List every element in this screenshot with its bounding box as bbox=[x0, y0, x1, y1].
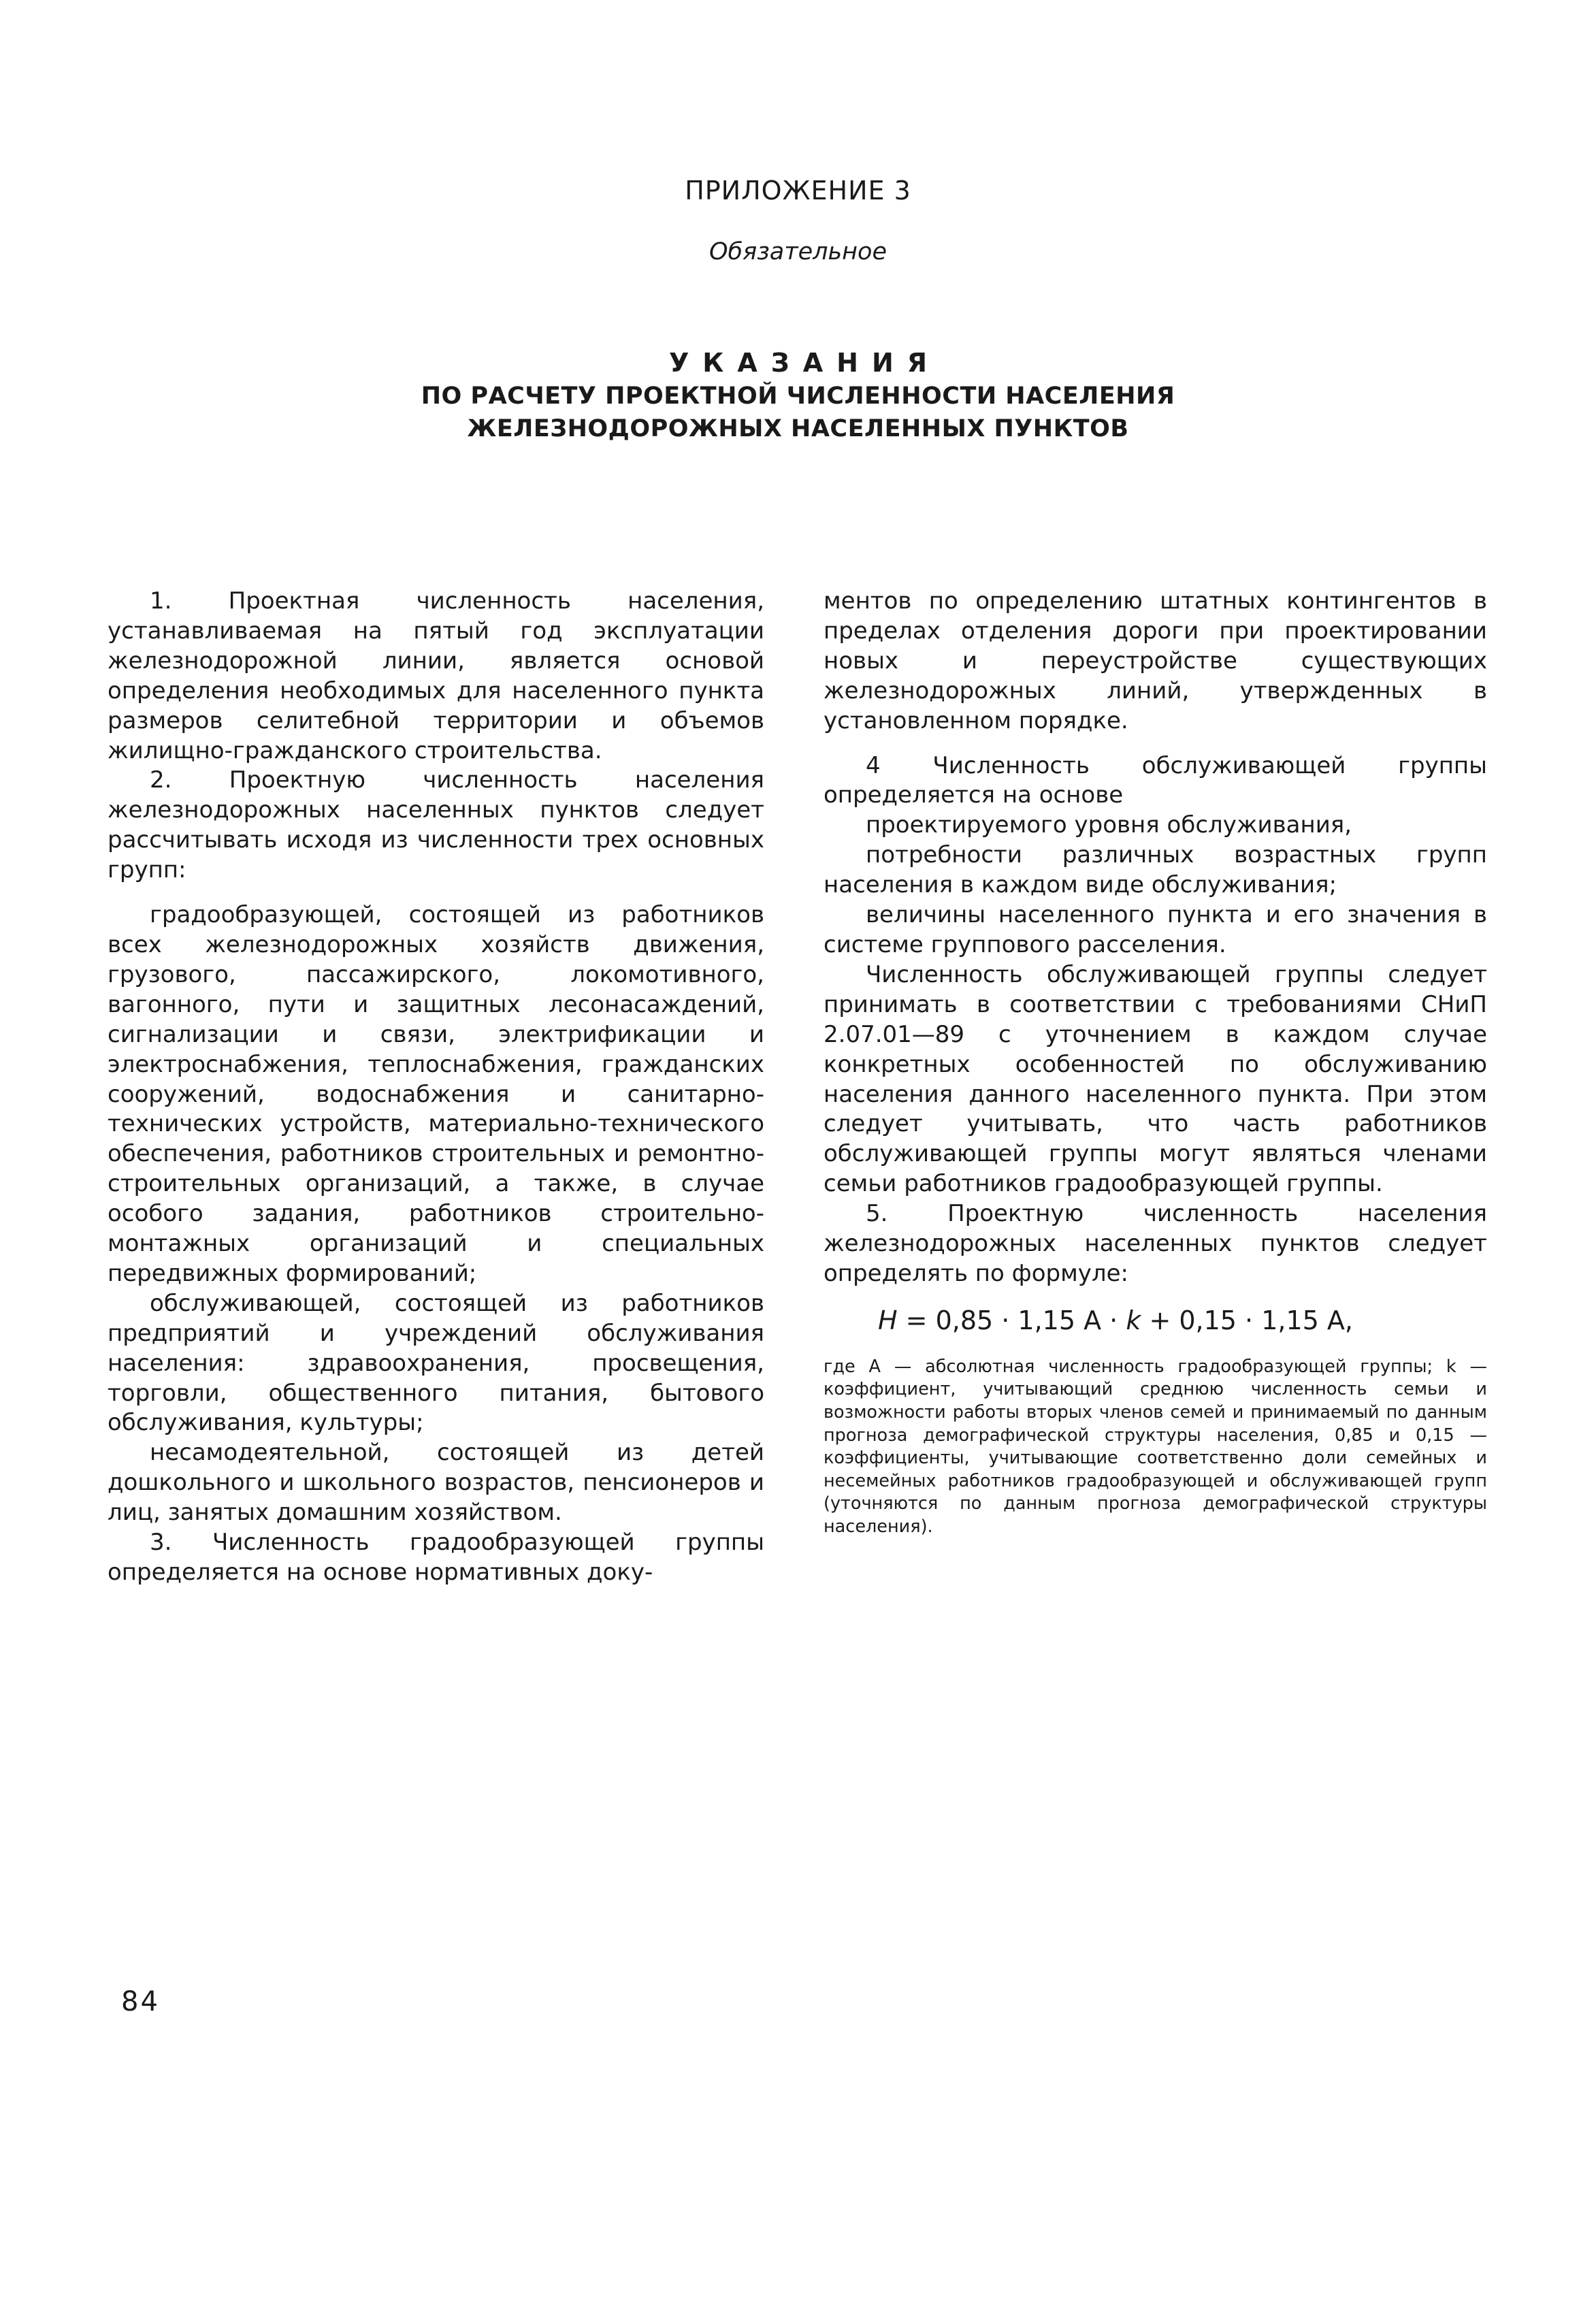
group-service: обслуживающей, состоящей из работников предприятий и учреждений обслуживания населения: здравоохранения, просвещения, торговли, общественного питания, бытового обслуживания, культуры; bbox=[108, 1289, 764, 1437]
age-groups-item: потребности различных возрастных групп населения в каждом виде обслуживания; bbox=[824, 841, 1487, 899]
formula-lhs: H bbox=[878, 1305, 898, 1335]
group-town-forming: градообразующей, состоящей из работников всех железнодорожных хозяйств движения, грузового, пассажирского, локомотивного, вагонного, пути и защитных лесонасаждений, сигнализации и связи, электрификации и электроснабжения, теплоснабжения, гражданских сооружений, водоснабжения и санитарно-технических устройств, материально-технического обеспечения, работников строительных и ремонтно-строительных организаций, а также, в случае особого задания, работников строительно-монтажных организаций и специальных передвижных формирований; bbox=[108, 901, 764, 1287]
appendix-label: ПРИЛОЖЕНИЕ 3 bbox=[685, 176, 911, 206]
paragraph-3-continued: ментов по определению штатных контингентов в пределах отделения дороги при проектировании новых и переустройстве существующих железнодорожных линий, утвержденных в установленном порядке. bbox=[824, 587, 1487, 734]
title-line-1: ПО РАСЧЕТУ ПРОЕКТНОЙ ЧИСЛЕННОСТИ НАСЕЛЕНИЯ bbox=[421, 383, 1175, 410]
paragraph-1: 1. Проектная численность населения, устанавливаемая на пятый год эксплуатации железнодорожной линии, является основой определения необходимых для населенного пункта размеров селитебной территории и объемов жилищно-гражданского строительства. bbox=[108, 587, 764, 764]
population-formula bbox=[824, 1303, 1487, 1338]
paragraph-3: 3. Численность градообразующей группы определяется на основе нормативных доку- bbox=[108, 1529, 764, 1586]
title-line-2: ЖЕЛЕЗНОДОРОЖНЫХ НАСЕЛЕННЫХ ПУНКТОВ bbox=[467, 415, 1129, 442]
left-column bbox=[108, 587, 764, 1588]
status-label: Обязательное bbox=[709, 238, 887, 265]
settlement-size-item: величины населенного пункта и его значения в системе группового расселения. bbox=[824, 901, 1487, 958]
formula-k: k bbox=[1126, 1305, 1141, 1335]
service-group-norms: Численность обслуживающей группы следует принимать в соответствии с требованиями СНиП 2.07.01—89 с уточнением в каждом случае конкретных особенностей по обслуживанию населения данного населенного пункта. При этом следует учитывать, что часть работников обслуживающей группы могут являться членами семьи работников градообразующей группы. bbox=[824, 960, 1487, 1198]
title-main: УКАЗАНИЯ bbox=[668, 348, 941, 378]
paragraph-2: 2. Проектную численность населения железнодорожных населенных пунктов следует рассчитывать исходя из численности трех основных групп: bbox=[108, 766, 764, 884]
paragraph-4: 4 Численность обслуживающей группы определяется на основе bbox=[824, 751, 1487, 809]
group-dependent: несамодеятельной, состоящей из детей дошкольного и школьного возрастов, пенсионеров и лиц, занятых домашним хозяйством. bbox=[108, 1439, 764, 1527]
formula-note: где A — абсолютная численность градообразующей группы; k — коэффициент, учитывающий среднюю численность семьи и возможности работы вторых членов семей и принимаемый по данным прогноза демографической структуры населения, 0,85 и 0,15 — коэффициенты, учитывающие соответственно доли семейных и несемейных работников градообразующей и обслуживающей групп (уточняются по данным прогноза демографической структуры населения). bbox=[824, 1356, 1487, 1537]
formula-part-2: + 0,15 · 1,15 A, bbox=[1141, 1305, 1353, 1335]
right-column bbox=[824, 587, 1487, 1539]
page-number: 84 bbox=[121, 1986, 160, 2017]
formula-part-1: = 0,85 · 1,15 A · bbox=[897, 1305, 1126, 1335]
document-title bbox=[0, 346, 1596, 445]
paragraph-5: 5. Проектную численность населения железнодорожных населенных пунктов следует определять по формуле: bbox=[824, 1200, 1487, 1287]
service-level-item: проектируемого уровня обслуживания, bbox=[866, 811, 1352, 839]
